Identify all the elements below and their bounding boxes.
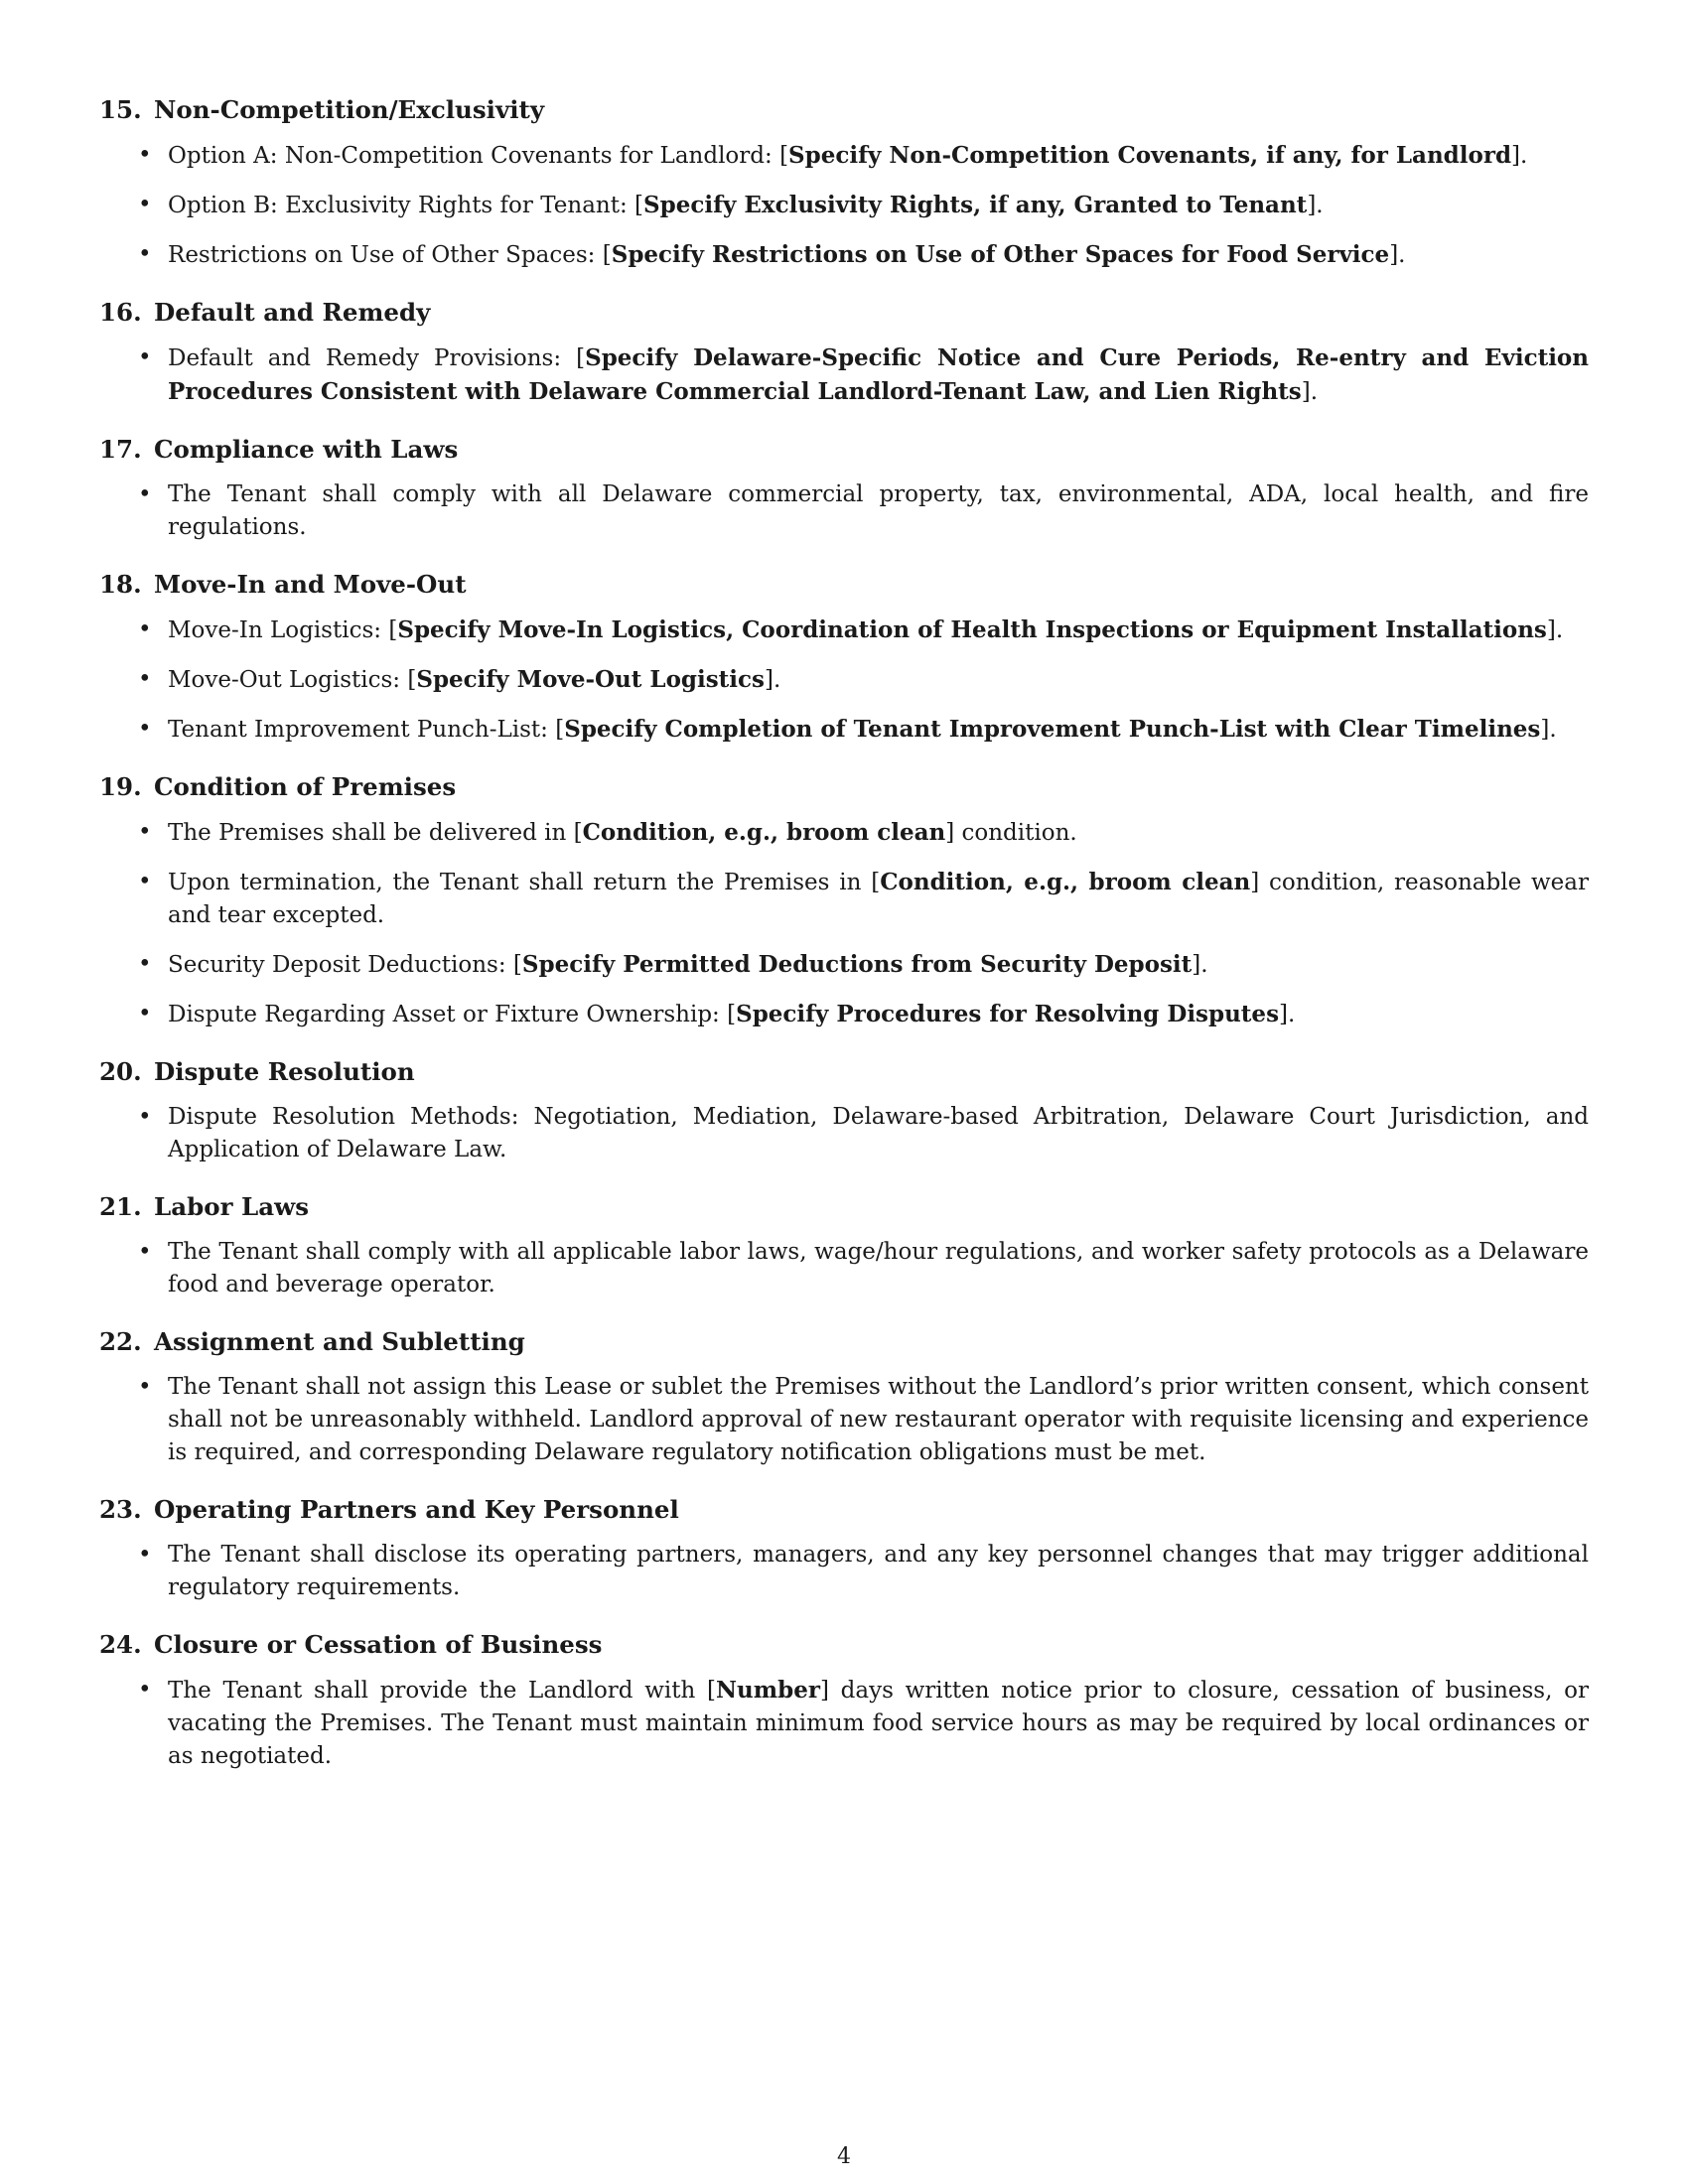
section-heading: [99, 435, 1589, 465]
section-15: [99, 95, 1589, 272]
item-text: The Tenant shall comply with all Delaware commercial property, tax, environmental, ADA, local health, and fire regulations.: [168, 481, 1589, 540]
item-placeholder: Number: [716, 1677, 820, 1704]
section-number: 22.: [99, 1327, 142, 1356]
section-number: 18.: [99, 570, 142, 599]
section-title: Closure or Cessation of Business: [154, 1630, 603, 1659]
section-number: 20.: [99, 1057, 142, 1086]
item-placeholder: Specify Permitted Deductions from Security Deposit: [521, 951, 1193, 978]
section-heading: [99, 1495, 1589, 1525]
section-17: [99, 435, 1589, 544]
item-placeholder: Specify Exclusivity Rights, if any, Granted to Tenant: [643, 192, 1308, 218]
section-number: 17.: [99, 435, 142, 464]
item-placeholder: Specify Delaware-Specific Notice and Cure Periods, Re-entry and Eviction Procedures Consistent with Delaware Commercial Landlord-Tenant Law, and Lien Rights: [168, 344, 1589, 405]
list-item: • Dispute Regarding Asset or Fixture Ownership: [Specify Procedures for Resolving Disputes].: [99, 998, 1589, 1031]
section-title: Non-Competition/Exclusivity: [154, 95, 545, 124]
list-item: • The Tenant shall provide the Landlord with [Number] days written notice prior to closure, cessation of business, or vacating the Premises. The Tenant must maintain minimum food service hours as may be required by local ordinances or as negotiated.: [99, 1674, 1589, 1773]
item-label: Move-Out Logistics:: [168, 667, 408, 693]
section-title: Compliance with Laws: [154, 435, 459, 464]
section-22: [99, 1327, 1589, 1469]
section-heading: [99, 1327, 1589, 1357]
item-label: Option B: Exclusivity Rights for Tenant:: [168, 193, 635, 218]
item-text-after: days written notice prior to closure, cessation of business, or vacating the Premises. The Tenant must maintain minimum food service hours as may be required by local ordinances or as negotiated.: [168, 1678, 1589, 1769]
list-item: • Restrictions on Use of Other Spaces: [Specify Restrictions on Use of Other Spaces for Food Service].: [99, 238, 1589, 272]
section-number: 24.: [99, 1630, 142, 1659]
list-item: • Default and Remedy Provisions: [Specify Delaware-Specific Notice and Cure Periods, Re-entry and Eviction Procedures Consistent with Delaware Commercial Landlord-Tenant Law, and Lien Rights].: [99, 341, 1589, 409]
item-text: The Tenant shall not assign this Lease or sublet the Premises without the Landlord’s prior written consent, which consent shall not be unreasonably withheld. Landlord approval of new restaurant operator with requisite licensing and experience is required, and corresponding Delaware regulatory notification obligations must be met.: [168, 1374, 1589, 1465]
section-title: Move-In and Move-Out: [154, 570, 467, 599]
item-label: Tenant Improvement Punch-List:: [168, 717, 556, 743]
section-title: Operating Partners and Key Personnel: [154, 1495, 679, 1524]
list-item: [99, 1236, 1589, 1301]
list-item: [99, 478, 1589, 544]
section-heading: [99, 298, 1589, 328]
section-21: [99, 1192, 1589, 1301]
section-19: [99, 772, 1589, 1031]
item-text-after: condition.: [954, 820, 1077, 846]
item-placeholder: Condition, e.g., broom clean: [582, 819, 946, 846]
list-item: [99, 1371, 1589, 1469]
item-placeholder: Specify Completion of Tenant Improvement Punch-List with Clear Timelines: [564, 716, 1541, 743]
item-text-before: Upon termination, the Tenant shall return the Premises in: [168, 870, 872, 895]
section-20: [99, 1057, 1589, 1166]
item-label: Dispute Regarding Asset or Fixture Ownership:: [168, 1002, 728, 1027]
page-number: 4: [837, 2144, 851, 2169]
item-placeholder: Condition, e.g., broom clean: [880, 869, 1251, 895]
section-heading: [99, 1192, 1589, 1222]
item-text: The Tenant shall comply with all applicable labor laws, wage/hour regulations, and worker safety protocols as a Delaware food and beverage operator.: [168, 1239, 1589, 1297]
section-heading: [99, 95, 1589, 125]
list-item: [99, 1101, 1589, 1166]
item-placeholder: Specify Non-Competition Covenants, if any, for Landlord: [788, 142, 1512, 169]
item-label: Security Deposit Deductions:: [168, 952, 513, 978]
section-24: [99, 1630, 1589, 1773]
section-heading: [99, 1630, 1589, 1660]
section-title: Assignment and Subletting: [154, 1327, 525, 1356]
section-number: 21.: [99, 1192, 142, 1221]
section-number: 15.: [99, 95, 142, 124]
item-text-before: The Premises shall be delivered in: [168, 820, 574, 846]
item-placeholder: Specify Move-Out Logistics: [416, 666, 765, 693]
list-item: • Security Deposit Deductions: [Specify Permitted Deductions from Security Deposit].: [99, 948, 1589, 982]
document-page: [99, 95, 1589, 1799]
item-label: Restrictions on Use of Other Spaces:: [168, 242, 603, 268]
item-label: Move-In Logistics:: [168, 617, 389, 643]
section-16: [99, 298, 1589, 409]
section-title: Dispute Resolution: [154, 1057, 415, 1086]
section-heading: [99, 772, 1589, 802]
section-heading: [99, 1057, 1589, 1087]
item-text: The Tenant shall disclose its operating partners, managers, and any key personnel changes that may trigger additional regulatory requirements.: [168, 1542, 1589, 1600]
section-title: Labor Laws: [154, 1192, 309, 1221]
list-item: • Move-Out Logistics: [Specify Move-Out Logistics].: [99, 663, 1589, 697]
item-placeholder: Specify Procedures for Resolving Disputes: [736, 1001, 1280, 1027]
list-item: • Option A: Non-Competition Covenants for Landlord: [Specify Non-Competition Covenants, if any, for Landlord].: [99, 139, 1589, 173]
section-number: 16.: [99, 298, 142, 327]
item-label: Option A: Non-Competition Covenants for Landlord:: [168, 143, 780, 169]
list-item: [99, 1539, 1589, 1604]
item-text-before: The Tenant shall provide the Landlord with: [168, 1678, 708, 1704]
section-heading: [99, 570, 1589, 600]
item-label: Default and Remedy Provisions:: [168, 345, 577, 371]
item-placeholder: Specify Move-In Logistics, Coordination of Health Inspections or Equipment Installations: [397, 616, 1547, 643]
list-item: • Upon termination, the Tenant shall return the Premises in [Condition, e.g., broom clean] condition, reasonable wear and tear excepted.: [99, 866, 1589, 932]
section-23: [99, 1495, 1589, 1604]
section-title: Condition of Premises: [154, 772, 457, 801]
section-18: [99, 570, 1589, 747]
item-text: Dispute Resolution Methods: Negotiation, Mediation, Delaware-based Arbitration, Delaware Court Jurisdiction, and Application of Delaware Law.: [168, 1104, 1589, 1162]
list-item: • Tenant Improvement Punch-List: [Specify Completion of Tenant Improvement Punch-List with Clear Timelines].: [99, 713, 1589, 747]
section-number: 23.: [99, 1495, 142, 1524]
item-placeholder: Specify Restrictions on Use of Other Spaces for Food Service: [611, 241, 1390, 268]
item-text-after: condition, reasonable wear and tear excepted.: [168, 870, 1589, 928]
section-title: Default and Remedy: [154, 298, 431, 327]
section-number: 19.: [99, 772, 142, 801]
list-item: • Option B: Exclusivity Rights for Tenant: [Specify Exclusivity Rights, if any, Granted to Tenant].: [99, 189, 1589, 222]
list-item: • Move-In Logistics: [Specify Move-In Logistics, Coordination of Health Inspections or Equipment Installations].: [99, 614, 1589, 647]
list-item: • The Premises shall be delivered in [Condition, e.g., broom clean] condition.: [99, 816, 1589, 850]
